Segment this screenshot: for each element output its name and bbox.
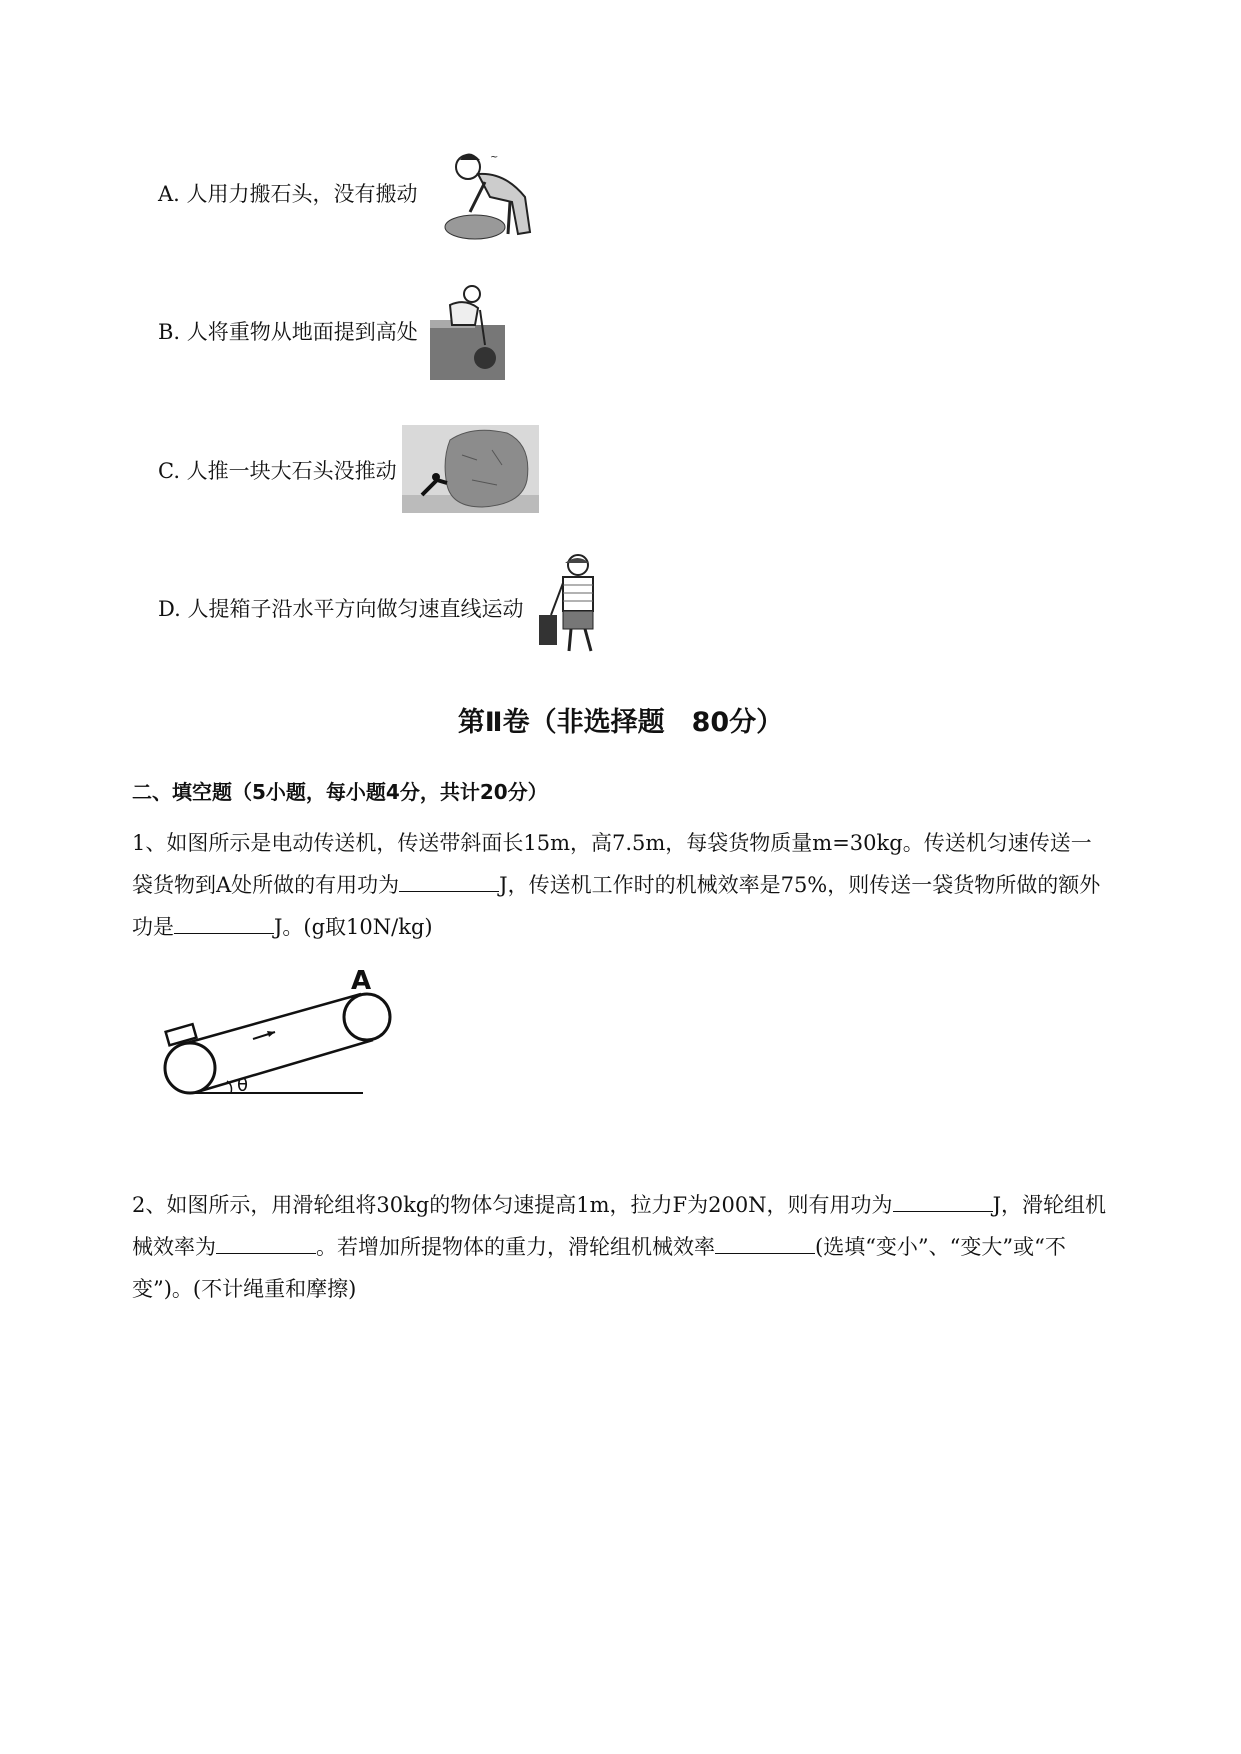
question-1-text-1: 1、如图所示是电动传送机，传送带斜面长15m，高7.5m，每袋货物质量m=30kg。传送机匀速传送一袋货物到A处所做的有用功为 (132, 831, 1092, 897)
option-b-label: B. 人将重物从地面提到高处 (158, 320, 418, 344)
option-b (158, 318, 418, 346)
question-1-text-3: J。(g取10N/kg) (274, 915, 433, 939)
question-2-text-2: J，滑轮组机械效率为 (132, 1193, 1106, 1259)
question-2-text-3: 。若增加所提物体的重力，滑轮组机械效率 (316, 1235, 715, 1259)
person-lifting-rock-icon (430, 142, 550, 242)
option-d-label: D. 人提箱子沿水平方向做匀速直线运动 (158, 597, 524, 621)
question-2-text-4: (选填“变小”、“变大”或“不变”)。(不计绳重和摩擦) (132, 1235, 1066, 1301)
question-2-text-1: 2、如图所示，用滑轮组将30kg的物体匀速提高1m，拉力F为200N，则有用功为 (132, 1193, 893, 1217)
answer-blank[interactable] (216, 1231, 316, 1254)
option-a (158, 180, 418, 208)
person-lifting-bag-icon (430, 280, 505, 380)
person-carrying-case-icon (533, 553, 615, 658)
answer-blank[interactable] (715, 1231, 815, 1254)
option-c-label: C. 人推一块大石头没推动 (158, 459, 397, 483)
question-2 (132, 1184, 1112, 1310)
answer-blank[interactable] (399, 869, 499, 892)
point-a-label: A (351, 966, 372, 996)
answer-blank[interactable] (893, 1189, 993, 1212)
section-heading: 二、填空题（5小题，每小题4分，共计20分） (132, 780, 548, 804)
answer-blank[interactable] (174, 911, 274, 934)
person-pushing-boulder-icon (402, 425, 539, 513)
option-c (158, 457, 397, 485)
part-title: 第Ⅱ卷（非选择题 80分） (457, 707, 784, 738)
question-1-text-2: J，传送机工作时的机械效率是75%，则传送一袋货物所做的额外功是 (132, 873, 1101, 939)
option-a-label: A. 人用力搬石头，没有搬动 (158, 182, 418, 206)
option-d (158, 595, 523, 623)
conveyor-figure (155, 965, 405, 1100)
angle-label: θ (237, 1075, 249, 1096)
svg-text:~: ~ (490, 152, 499, 163)
question-1 (132, 822, 1112, 948)
